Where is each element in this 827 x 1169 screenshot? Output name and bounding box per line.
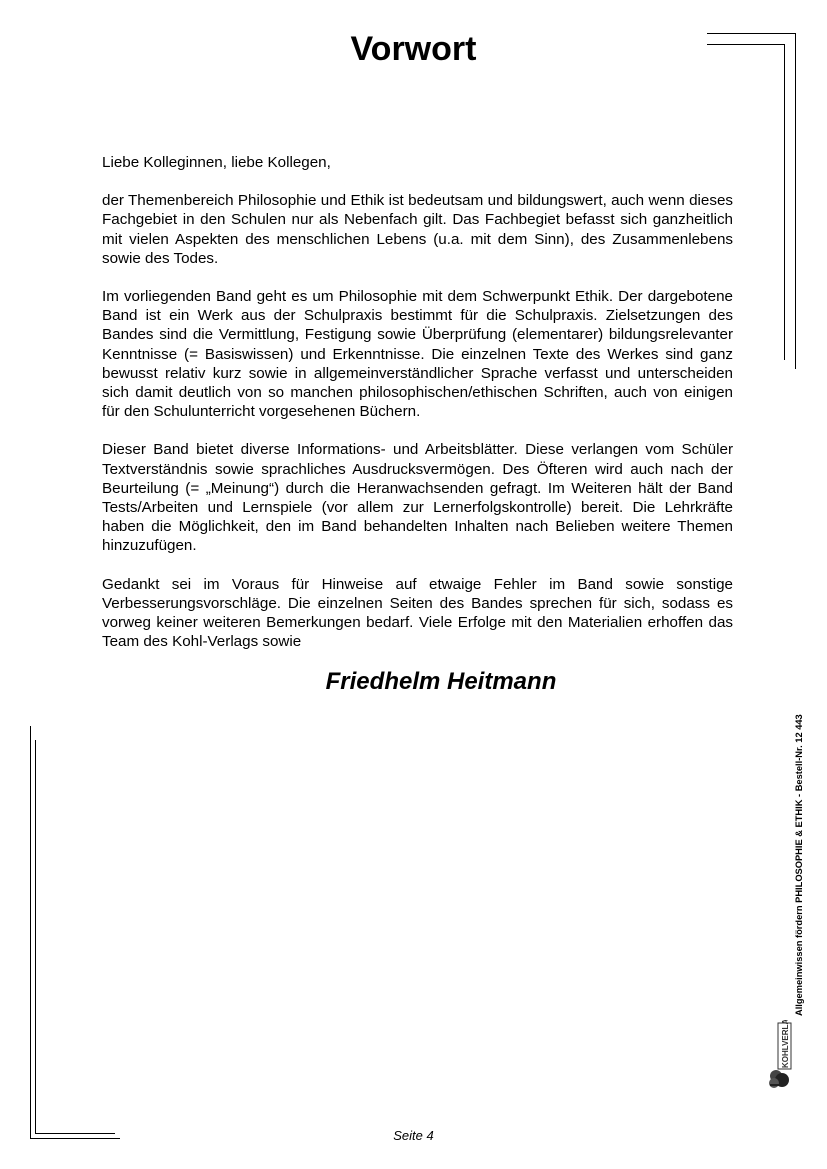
publisher-logo (766, 1020, 798, 1095)
page-title: Vorwort (350, 30, 477, 68)
paragraph-3: Dieser Band bietet diverse Informations- und Arbeitsblätter. Diese verlangen vom Schüler Textverständnis sowie sprachliches Ausdrucksvermögen. Des Öfteren wird auch nach der Beurteilung (= „Meinung“) durch die Heranwachsenden gefragt. Im Weiteren hält der Band Tests/Arbeiten und Lernspiele (vor allem zur Lernerfolgskontrolle) bereit. Die Lehrkräfte haben die Möglichkeit, den im Band behandelten Inhalten nach Belieben weitere Themen hinzuzufügen. (102, 441, 733, 555)
svg-text:KOHLVERLAG: KOHLVERLAG (781, 1020, 790, 1068)
paragraph-4: Gedankt sei im Voraus für Hinweise auf etwaige Fehler im Band sowie sonstige Verbesserungsvorschläge. Die einzelnen Seiten des Bandes sprechen für sich, sodass es vorweg keiner weiteren Bemerkungen bedarf. Viele Erfolge mit den Materialien erhoffen das Team des Kohl-Verlags sowie (102, 575, 733, 651)
page-number: Seite 4 (393, 1128, 434, 1143)
sidebar-order-text: Allgemeinwissen fördern PHILOSOPHIE & ETHIK - Bestell-Nr. 12 443 (794, 714, 804, 1016)
body-text (102, 153, 733, 651)
paragraph-2: Im vorliegenden Band geht es um Philosophie mit dem Schwerpunkt Ethik. Der dargebotene Band ist ein Werk aus der Schulpraxis bestimmt für die Schulpraxis. Zielsetzungen des Bandes sind die Vermittlung, Festigung sowie Überprüfung (elementarer) bildungsrelevanter Kenntnisse (= Basiswissen) und Erkenntnisse. Die einzelnen Texte des Werkes sind ganz bewusst relativ kurz sowie in allgemeinverständlicher Sprache verfasst und unterscheiden sich damit deutlich von so manchen philosophischen/ethischen Schriften, auch von einigen für den Schulunterricht vorgesehenen Büchern. (102, 288, 733, 421)
paragraph-1: der Themenbereich Philosophie und Ethik ist bedeutsam und bildungswert, auch wenn dieses Fachgebiet in den Schulen nur als Nebenfach gilt. Das Fachbegiet befasst sich ganzheitlich mit vielen Aspekten des menschlichen Lebens (u.a. mit dem Sinn), des Zusammenlebens sowie des Todes. (102, 192, 733, 267)
tree-icon (766, 1020, 798, 1095)
salutation: Liebe Kolleginnen, liebe Kollegen, (102, 154, 331, 171)
author-signature: Friedhelm Heitmann (325, 668, 557, 695)
